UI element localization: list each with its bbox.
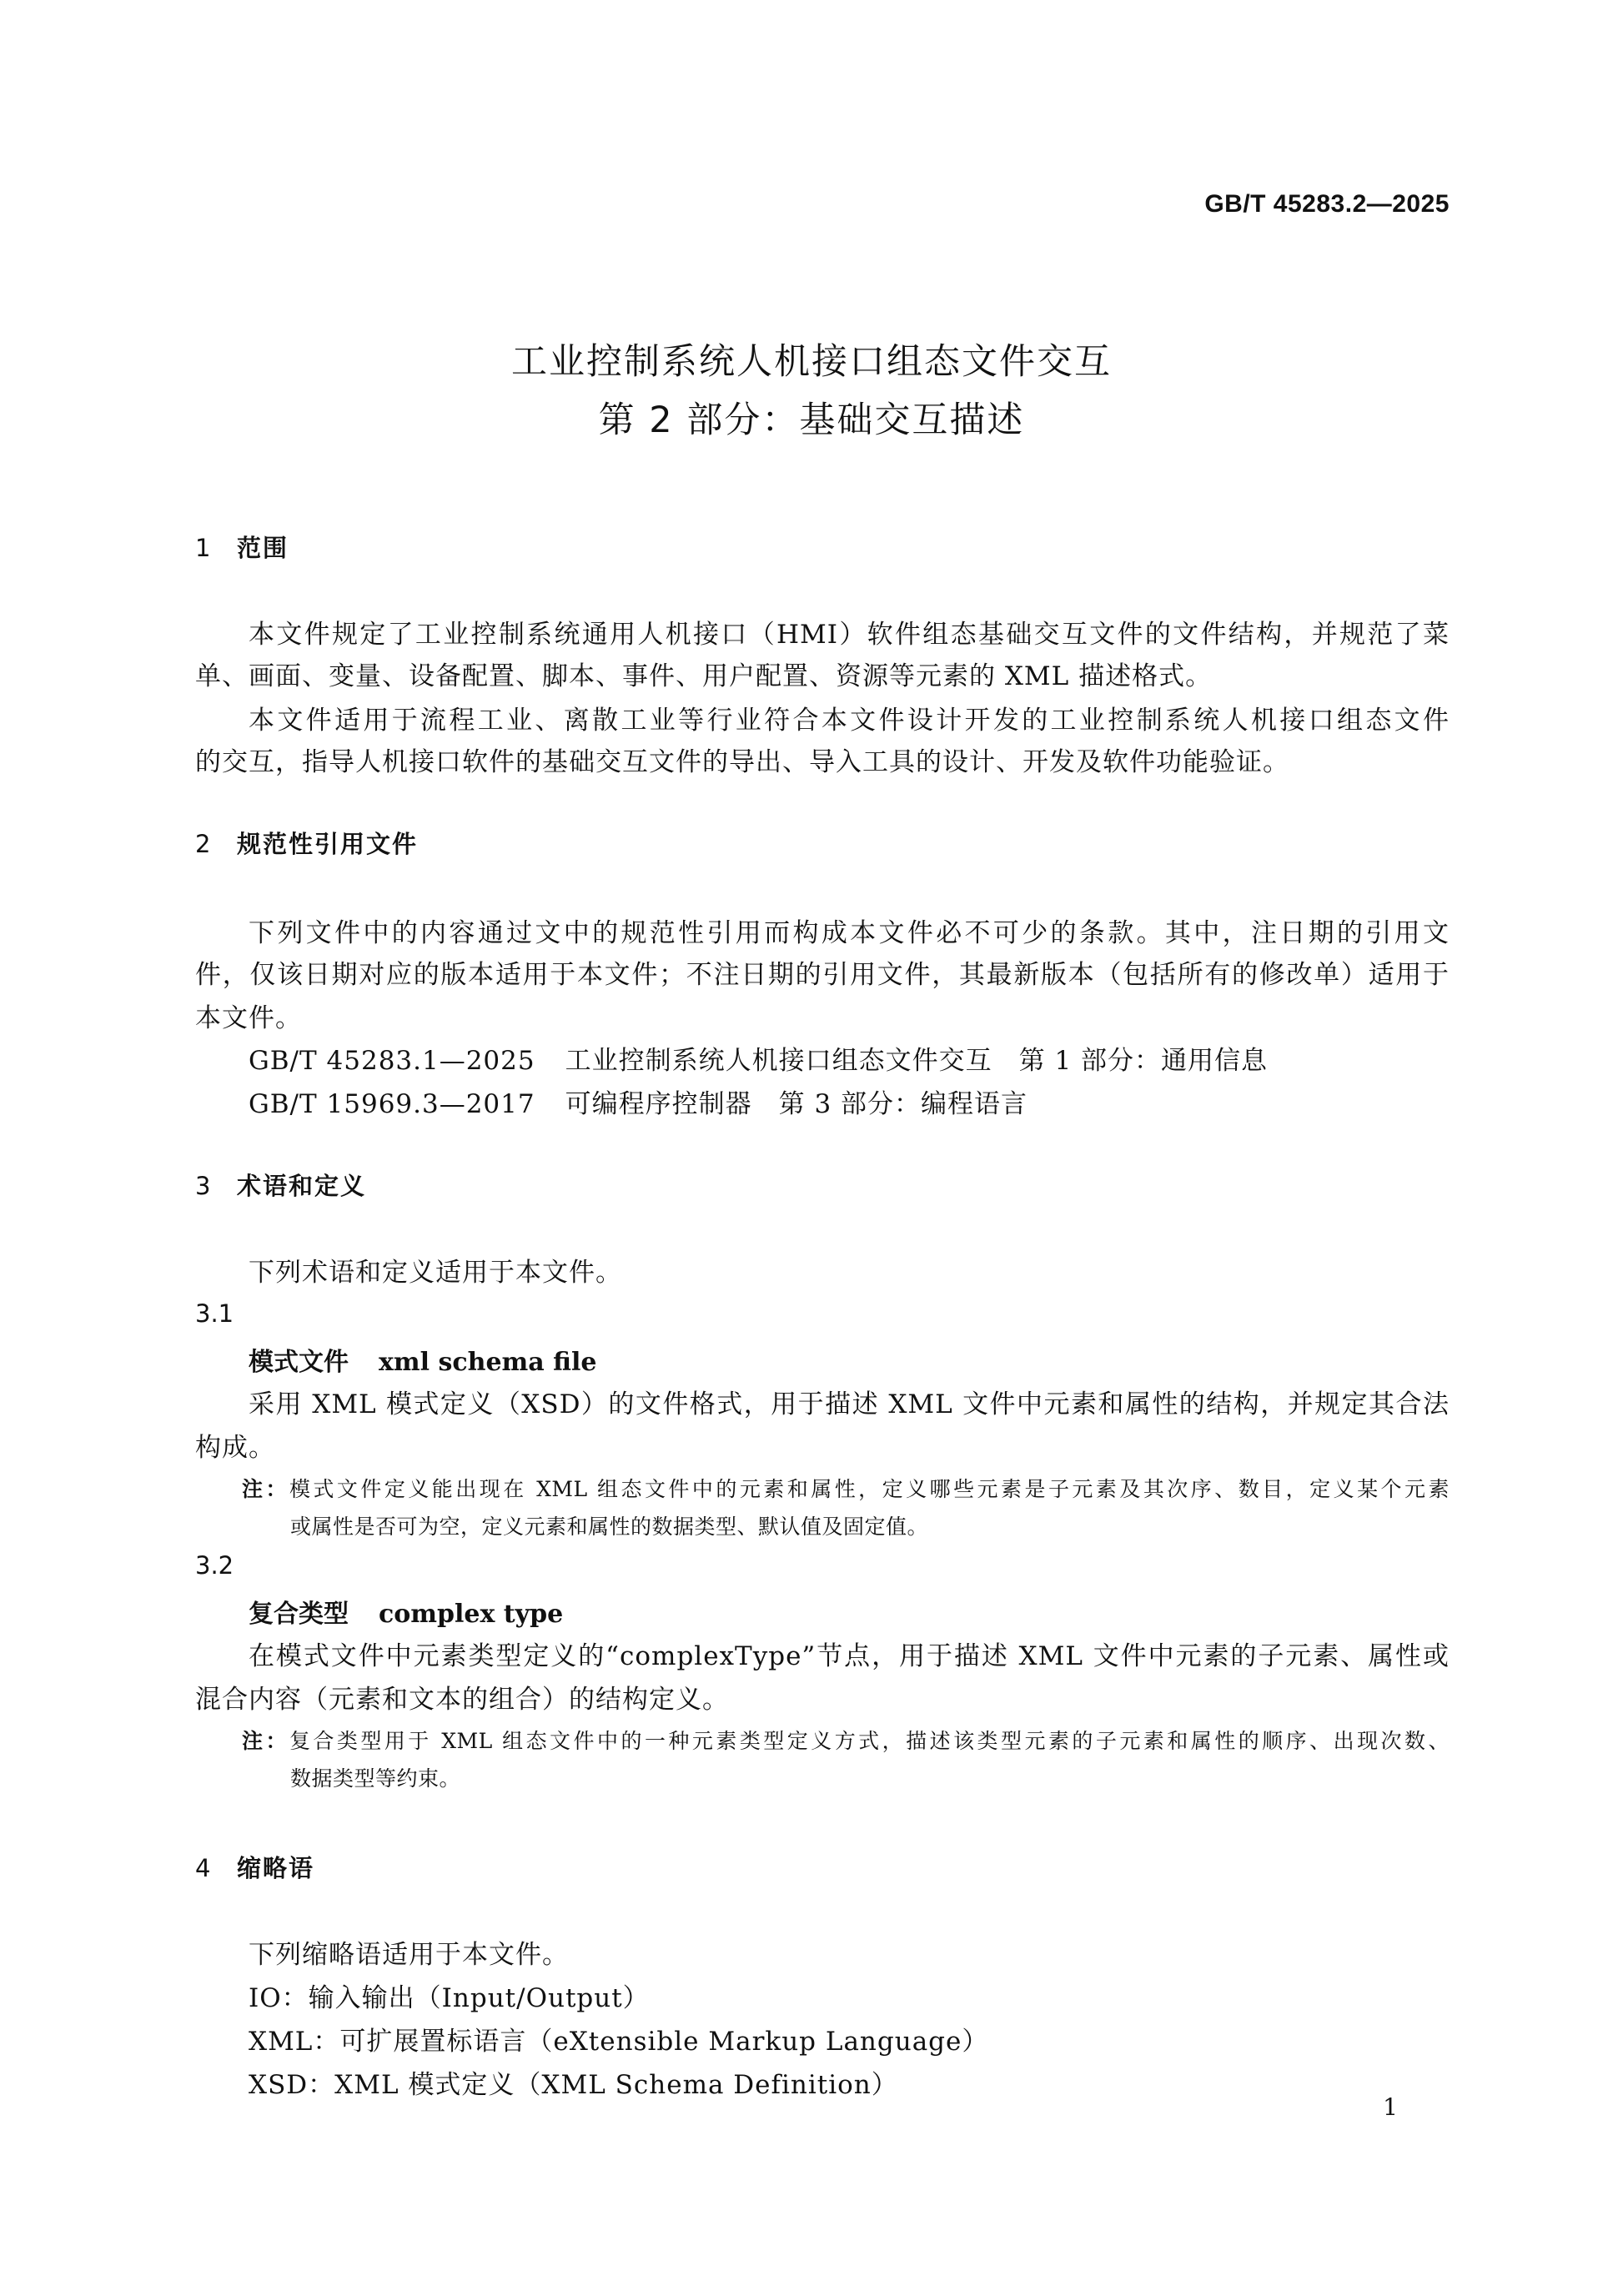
section-number: 3 — [195, 1172, 213, 1200]
term-3-1-number: 3.1 — [195, 1299, 234, 1328]
term-3-1-definition-line-2: 构成。 — [195, 1433, 275, 1463]
term-3-2-note-line-1 — [242, 1725, 1450, 1755]
scope-paragraph-2-line-2: 的交互，指导人机接口软件的基础交互文件的导出、导入工具的设计、开发及软件功能验证。 — [195, 747, 1289, 777]
document-title-line1: 工业控制系统人机接口组态文件交互 — [511, 341, 1112, 383]
term-name-cn: 模式文件 — [249, 1348, 349, 1377]
term-3-1-note-line-2: 或属性是否可为空，定义元素和属性的数据类型、默认值及固定值。 — [290, 1515, 929, 1539]
section-title: 范围 — [237, 534, 289, 562]
term-3-2-note-line-2: 数据类型等约束。 — [290, 1766, 461, 1791]
section-1-heading — [195, 530, 289, 564]
reference-entry-1 — [249, 1039, 1268, 1077]
section-title: 缩略语 — [237, 1854, 315, 1882]
reference-code: GB/T 15969.3—2017 — [249, 1089, 535, 1119]
normative-ref-paragraph-line-1: 下列文件中的内容通过文中的规范性引用而构成本文件必不可少的条款。其中，注日期的引用文 — [249, 918, 1450, 948]
note-label: 注： — [242, 1477, 289, 1501]
term-3-1-name — [249, 1341, 596, 1378]
section-2-heading — [195, 826, 418, 860]
reference-code: GB/T 45283.1—2025 — [249, 1046, 535, 1076]
term-3-2-name — [249, 1593, 563, 1630]
scope-paragraph-2-line-1: 本文件适用于流程工业、离散工业等行业符合本文件设计开发的工业控制系统人机接口组态文件 — [249, 706, 1450, 736]
standard-code: GB/T 45283.2—2025 — [1204, 190, 1450, 218]
section-4-heading — [195, 1850, 314, 1884]
reference-entry-2 — [249, 1083, 1028, 1120]
term-name-cn: 复合类型 — [249, 1600, 349, 1629]
normative-ref-paragraph-line-3: 本文件。 — [195, 1003, 302, 1033]
normative-ref-paragraph-line-2: 件，仅该日期对应的版本适用于本文件；不注日期的引用文件，其最新版本（包括所有的修改单）适用于 — [195, 960, 1450, 990]
term-3-2-number: 3.2 — [195, 1551, 234, 1580]
note-text: 模式文件定义能出现在 XML 组态文件中的元素和属性，定义哪些元素是子元素及其次序、数目，定义某个元素 — [289, 1477, 1450, 1501]
terms-intro: 下列术语和定义适用于本文件。 — [249, 1258, 622, 1288]
term-3-2-definition-line-1: 在模式文件中元素类型定义的“complexType”节点，用于描述 XML 文件中元素的子元素、属性或 — [249, 1641, 1450, 1671]
term-3-2-definition-line-2: 混合内容（元素和文本的组合）的结构定义。 — [195, 1685, 729, 1715]
term-3-1-definition-line-1: 采用 XML 模式定义（XSD）的文件格式，用于描述 XML 文件中元素和属性的结构，并规定其合法 — [249, 1389, 1450, 1419]
scope-paragraph-1-line-1: 本文件规定了工业控制系统通用人机接口（HMI）软件组态基础交互文件的文件结构，并规范了菜 — [249, 620, 1450, 650]
abbreviation-xml: XML：可扩展置标语言（eXtensible Markup Language） — [249, 2027, 989, 2057]
section-title: 规范性引用文件 — [237, 830, 419, 858]
term-name-en: complex type — [379, 1600, 564, 1629]
note-label: 注： — [242, 1729, 289, 1753]
document-title-line2: 第 2 部分：基础交互描述 — [598, 399, 1025, 441]
scope-paragraph-1-line-2: 单、画面、变量、设备配置、脚本、事件、用户配置、资源等元素的 XML 描述格式。 — [195, 661, 1213, 691]
abbreviations-intro: 下列缩略语适用于本文件。 — [249, 1940, 569, 1970]
reference-title: 工业控制系统人机接口组态文件交互 第 1 部分：通用信息 — [565, 1046, 1269, 1076]
term-3-1-note-line-1 — [242, 1473, 1450, 1503]
note-text: 复合类型用于 XML 组态文件中的一种元素类型定义方式，描述该类型元素的子元素和属性的顺序、出现次数、 — [289, 1729, 1450, 1753]
abbreviation-io: IO：输入输出（Input/Output） — [249, 1983, 650, 2013]
section-number: 1 — [195, 534, 213, 562]
section-number: 2 — [195, 830, 213, 858]
section-3-heading — [195, 1168, 366, 1202]
section-number: 4 — [195, 1854, 213, 1882]
page-number: 1 — [1383, 2093, 1398, 2121]
reference-title: 可编程序控制器 第 3 部分：编程语言 — [565, 1089, 1028, 1119]
term-name-en: xml schema file — [379, 1348, 597, 1377]
abbreviation-xsd: XSD：XML 模式定义（XML Schema Definition） — [249, 2070, 898, 2100]
section-title: 术语和定义 — [237, 1172, 367, 1200]
